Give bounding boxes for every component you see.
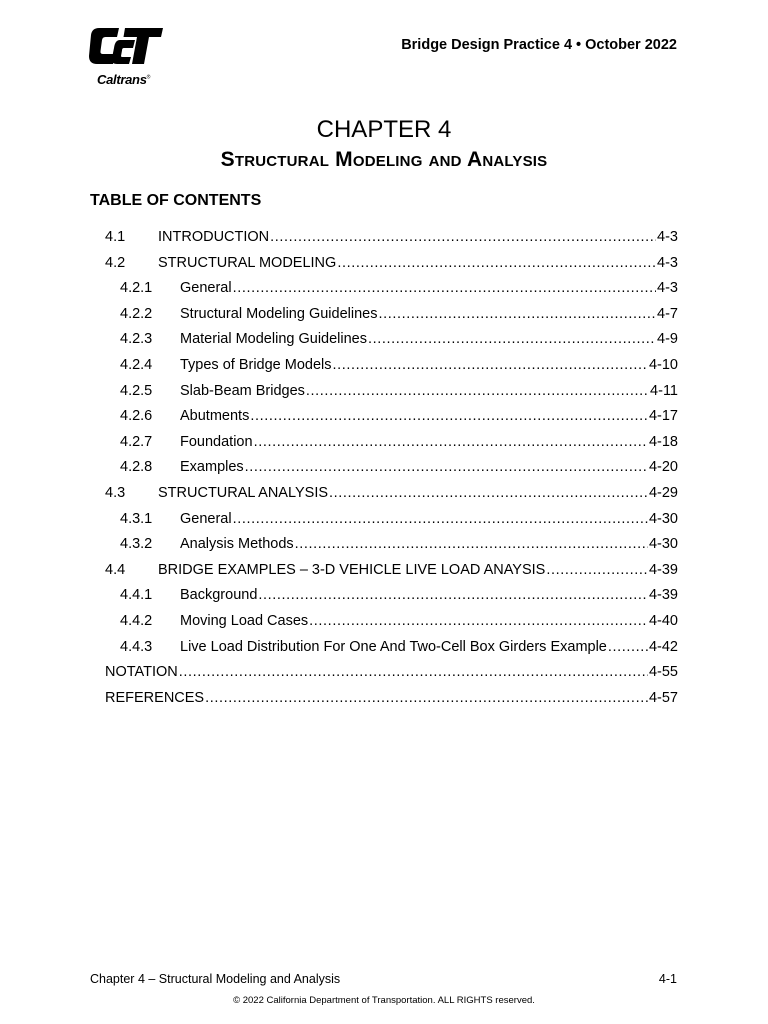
toc-entry-page: 4-3 bbox=[657, 229, 678, 245]
toc-entry-title: Examples bbox=[180, 459, 244, 476]
toc-entry-title: STRUCTURAL ANALYSIS bbox=[158, 484, 329, 501]
toc-dot-leader bbox=[270, 226, 656, 248]
toc-entry-title: INTRODUCTION bbox=[158, 229, 270, 245]
toc-entry[interactable] bbox=[105, 252, 678, 278]
toc-dot-leader bbox=[368, 328, 656, 350]
toc-entry-number: 4.3.1 bbox=[120, 510, 153, 527]
toc-entry-page: 4-29 bbox=[648, 484, 678, 501]
toc-entry-page: 4-42 bbox=[648, 638, 678, 655]
toc-entry-title: Material Modeling Guidelines bbox=[180, 331, 367, 348]
toc-entry-page: 4-7 bbox=[657, 305, 678, 322]
toc-entry[interactable] bbox=[105, 482, 678, 508]
toc-entry-number: 4.3.2 bbox=[120, 536, 153, 553]
page-header bbox=[401, 37, 677, 53]
toc-entry[interactable] bbox=[105, 226, 678, 252]
toc-dot-leader bbox=[329, 482, 648, 504]
toc-entry-number: 4.2.3 bbox=[120, 331, 153, 348]
toc-entry-number: 4.2.7 bbox=[120, 433, 153, 450]
header-separator: • bbox=[576, 37, 582, 53]
toc-dot-leader bbox=[333, 354, 648, 376]
toc-entry-title: Moving Load Cases bbox=[180, 612, 309, 629]
toc-entry-page: 4-39 bbox=[648, 587, 678, 604]
toc-entry-number: 4.2.8 bbox=[120, 459, 153, 476]
toc-entry-number: 4.2.1 bbox=[120, 280, 153, 297]
toc-entry-page: 4-57 bbox=[648, 689, 678, 706]
toc-entry-number: 4.4.2 bbox=[120, 612, 153, 629]
toc-entry-title: General bbox=[180, 280, 232, 297]
toc-entry-title: BRIDGE EXAMPLES – 3-D VEHICLE LIVE LOAD ANAYSIS bbox=[158, 561, 546, 578]
toc-entry-title: Structural Modeling Guidelines bbox=[180, 305, 378, 322]
publication-date: October 2022 bbox=[585, 37, 677, 53]
toc-entry[interactable] bbox=[105, 533, 678, 559]
toc-entry-number: 4.2.2 bbox=[120, 305, 153, 322]
chapter-title: CHAPTER 4 bbox=[316, 116, 452, 143]
toc-dot-leader bbox=[337, 252, 656, 274]
toc-entry-page: 4-3 bbox=[657, 254, 678, 271]
toc-entry[interactable] bbox=[105, 277, 678, 303]
toc-entry-number: 4.2.4 bbox=[120, 356, 153, 373]
toc-entry[interactable] bbox=[105, 687, 678, 713]
toc-entry-title: Slab-Beam Bridges bbox=[180, 382, 305, 399]
toc-entry-title: STRUCTURAL MODELING bbox=[158, 254, 337, 271]
toc-entry-page: 4-30 bbox=[648, 536, 678, 553]
toc-dot-leader bbox=[254, 431, 648, 453]
toc-entry[interactable] bbox=[105, 328, 678, 354]
toc-entry-title: Background bbox=[180, 587, 258, 604]
toc-entry-title: Abutments bbox=[180, 408, 250, 425]
toc-entry[interactable] bbox=[105, 380, 678, 406]
toc-dot-leader bbox=[245, 456, 648, 478]
toc-entry-number: 4.2 bbox=[105, 254, 126, 271]
toc-entry-page: 4-11 bbox=[650, 382, 678, 399]
toc-dot-leader bbox=[546, 559, 648, 581]
toc-dot-leader bbox=[378, 303, 656, 325]
toc-entry[interactable] bbox=[105, 405, 678, 431]
toc-dot-leader bbox=[295, 533, 648, 555]
toc-dot-leader bbox=[233, 277, 656, 299]
toc-entry-title: General bbox=[180, 510, 232, 527]
chapter-subtitle: Structural Modeling and Analysis bbox=[220, 148, 548, 171]
toc-entry-number: 4.4.3 bbox=[120, 638, 153, 655]
footer-page-number: 4-1 bbox=[658, 972, 677, 986]
toc-entry[interactable] bbox=[105, 636, 678, 662]
toc-entry[interactable] bbox=[105, 610, 678, 636]
toc-entry-page: 4-10 bbox=[648, 356, 678, 373]
toc-entry-number: 4.1 bbox=[105, 229, 126, 245]
toc-entry[interactable] bbox=[105, 661, 678, 687]
toc-entry[interactable] bbox=[105, 559, 678, 585]
copyright-notice: © 2022 California Department of Transportation. ALL RIGHTS reserved. bbox=[233, 995, 535, 1006]
toc-dot-leader bbox=[258, 584, 648, 606]
toc-entry-page: 4-17 bbox=[648, 408, 678, 425]
table-of-contents bbox=[105, 226, 678, 712]
toc-entry[interactable] bbox=[105, 508, 678, 534]
toc-entry[interactable] bbox=[105, 303, 678, 329]
toc-entry-page: 4-39 bbox=[648, 561, 678, 578]
toc-entry-page: 4-20 bbox=[648, 459, 678, 476]
toc-entry[interactable] bbox=[105, 354, 678, 380]
toc-heading: TABLE OF CONTENTS bbox=[90, 192, 262, 209]
toc-entry-page: 4-40 bbox=[648, 612, 678, 629]
toc-dot-leader bbox=[608, 636, 648, 658]
publication-title: Bridge Design Practice 4 bbox=[401, 37, 573, 53]
toc-entry-page: 4-3 bbox=[657, 280, 678, 297]
toc-entry-number: 4.2.5 bbox=[120, 382, 153, 399]
toc-entry[interactable] bbox=[105, 584, 678, 610]
toc-dot-leader bbox=[250, 405, 648, 427]
toc-dot-leader bbox=[179, 661, 648, 683]
toc-dot-leader bbox=[309, 610, 648, 632]
toc-entry-number: 4.3 bbox=[105, 484, 126, 501]
toc-entry-page: 4-18 bbox=[648, 433, 678, 450]
toc-entry-page: 4-30 bbox=[648, 510, 678, 527]
toc-entry[interactable] bbox=[105, 431, 678, 457]
toc-entry-number: 4.4.1 bbox=[120, 587, 153, 604]
toc-entry-number: 4.2.6 bbox=[120, 408, 153, 425]
toc-entry-page: 4-9 bbox=[657, 331, 678, 348]
toc-entry-title: REFERENCES bbox=[105, 689, 205, 706]
toc-dot-leader bbox=[205, 687, 648, 709]
toc-entry-page: 4-55 bbox=[648, 664, 678, 681]
toc-entry-title: Analysis Methods bbox=[180, 536, 294, 553]
toc-entry-title: Live Load Distribution For One And Two-Cell Box Girders Example bbox=[180, 638, 607, 655]
caltrans-wordmark: Caltrans® bbox=[97, 72, 151, 87]
toc-dot-leader bbox=[233, 508, 648, 530]
caltrans-ct-logo-icon bbox=[89, 26, 167, 72]
footer-chapter-label: Chapter 4 – Structural Modeling and Analysis bbox=[90, 972, 341, 986]
toc-entry-title: Foundation bbox=[180, 433, 253, 450]
toc-entry-title: NOTATION bbox=[105, 664, 178, 681]
toc-entry[interactable] bbox=[105, 456, 678, 482]
toc-entry-number: 4.4 bbox=[105, 561, 126, 578]
toc-dot-leader bbox=[306, 380, 649, 402]
toc-entry-title: Types of Bridge Models bbox=[180, 356, 332, 373]
